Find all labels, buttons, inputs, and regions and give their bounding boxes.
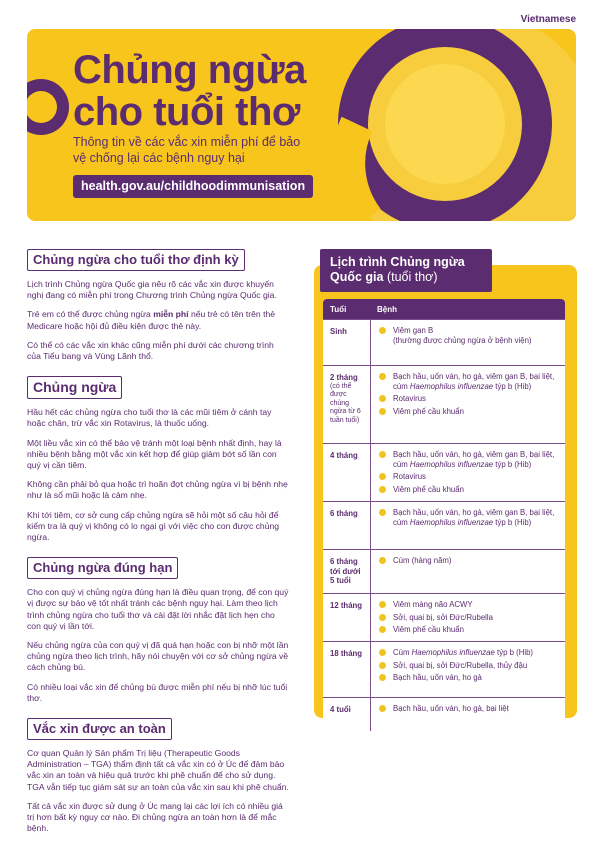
- row-diseases: [371, 642, 565, 697]
- bullet-icon: [379, 705, 386, 712]
- disease-text: Bạch hầu, uốn ván, ho gà: [393, 673, 482, 682]
- section-paragraph: Có nhiều loại vắc xin để chủng bù được miễn phí nếu bị nhỡ lúc tuổi thơ.: [27, 681, 288, 703]
- row-age: [323, 698, 371, 731]
- section-paragraph: Cơ quan Quản lý Sản phẩm Trị liệu (Therapeutic Goods Administration – TGA) thẩm định tất cả vắc xin có ở Úc để đảm bảo vắc xin an toàn và hiệu quả trước khi phê chuẩn để cho sử dụng. TGA vẫn tiếp tục giám sát sự an toàn của vắc xin sau khi phê chuẩn.: [27, 748, 289, 792]
- row-age: [323, 502, 371, 549]
- age-label: 12 tháng: [330, 601, 363, 610]
- section-paragraph: Một liều vắc xin có thể bảo vệ tránh một loại bệnh nhất định, hay là nhiều bệnh bằng một vắc xin kết hợp để giúp giảm bớt số lần con quý vị cần tiêm.: [27, 437, 282, 471]
- column-age: Tuổi: [330, 304, 347, 314]
- disease-item: [379, 372, 559, 391]
- section: [27, 718, 289, 834]
- section-paragraph: Lịch trình Chủng ngừa Quốc gia nêu rõ các vắc xin được khuyến nghị đang có miễn phí trong Chương trình Chủng ngừa Quốc gia.: [27, 279, 277, 301]
- disease-item: [379, 485, 559, 495]
- schedule-table-header: [323, 299, 565, 319]
- section-paragraph: Khi tới tiêm, cơ sở cung cấp chủng ngừa sẽ hỏi một số câu hỏi để kiểm tra là quý vị không có lo ngại gì với việc cho con được chủng ngừa.: [27, 509, 280, 543]
- row-diseases: [371, 444, 565, 501]
- bullet-icon: [379, 486, 386, 493]
- disease-item: [379, 472, 559, 482]
- bullet-icon: [379, 473, 386, 480]
- column-disease: Bệnh: [377, 304, 397, 314]
- bullet-icon: [379, 327, 386, 334]
- disease-item: [379, 450, 559, 469]
- bullet-icon: [379, 408, 386, 415]
- disease-item: [379, 407, 559, 417]
- bullet-icon: [379, 601, 386, 608]
- row-age: [323, 550, 371, 593]
- disease-text: Viêm phế cầu khuẩn: [393, 625, 464, 634]
- age-label: 6 tháng: [330, 509, 358, 518]
- disease-item: [379, 673, 559, 683]
- age-label: Sinh: [330, 327, 347, 336]
- age-label: 4 tháng: [330, 451, 358, 460]
- table-row: [323, 501, 565, 549]
- disease-text: Bạch hầu, uốn ván, ho gà, bại liệt: [393, 704, 509, 713]
- row-age: [323, 642, 371, 697]
- disease-text: Bạch hầu, uốn ván, ho gà, viêm gan B, bại liệt, cúm Haemophilus influenzae týp b (Hib): [393, 508, 555, 527]
- disease-text: Viêm màng não ACWY: [393, 600, 473, 609]
- row-age: [323, 594, 371, 641]
- section-paragraph: Hầu hết các chủng ngừa cho tuổi thơ là các mũi tiêm ở cánh tay hoặc chân, trừ vắc xin Rotavirus, là thuốc uống.: [27, 407, 272, 429]
- bullet-icon: [379, 649, 386, 656]
- disease-text: Viêm phế cầu khuẩn: [393, 484, 464, 494]
- disease-item: [379, 613, 559, 623]
- disease-text: Bạch hầu, uốn ván, ho gà, viêm gan B, bại liệt, cúm Haemophilus influenzae týp b (Hib): [393, 450, 555, 469]
- row-diseases: [371, 502, 565, 549]
- hero-subtitle: Thông tin về các vắc xin miễn phí để bảo vệ chống lại các bệnh nguy hại: [73, 135, 301, 165]
- disease-text: Rotavirus: [393, 472, 426, 481]
- title-line-2: cho tuổi thơ: [73, 90, 300, 134]
- table-row: [323, 549, 565, 593]
- disease-text: Viêm gan B (thường được chủng ngừa ở bệnh viện): [393, 326, 532, 345]
- disease-text: Bạch hầu, uốn ván, ho gà, viêm gan B, bại liệt, cúm Haemophilus influenzae týp b (Hib): [393, 372, 555, 391]
- disease-item: [379, 600, 559, 610]
- section-title: Chủng ngừa đúng hạn: [27, 557, 178, 579]
- section-paragraph: Trẻ em có thể được chủng ngừa miễn phí nếu trẻ có tên trên thẻ Medicare hoặc hội đủ điều kiện được thẻ này.: [27, 309, 276, 331]
- schedule-table: [323, 299, 565, 731]
- disease-text: Cúm (hàng năm): [393, 556, 452, 565]
- section-paragraph: Có thể có các vắc xin khác cũng miễn phí dưới các chương trình của Tiểu bang và Vùng Lãnh thổ.: [27, 339, 274, 362]
- row-age: [323, 444, 371, 501]
- table-row: [323, 319, 565, 365]
- website-link[interactable]: health.gov.au/childhoodimmunisation: [73, 175, 313, 198]
- page-title: [73, 49, 306, 133]
- bullet-icon: [379, 373, 386, 380]
- bullet-icon: [379, 557, 386, 564]
- row-age: [323, 366, 371, 443]
- age-note: (có thể được chủng ngừa từ 6 tuần tuổi): [330, 382, 361, 424]
- row-diseases: [371, 594, 565, 641]
- schedule-title-rest: (tuổi thơ): [383, 270, 438, 284]
- disease-text: Sởi, quai bị, sởi Đức/Rubella, thủy đậu: [393, 660, 528, 670]
- section-title: Chủng ngừa cho tuổi thơ định kỳ: [27, 249, 245, 271]
- row-age: [323, 320, 371, 365]
- section-paragraph: Cho con quý vị chủng ngừa đúng hạn là điều quan trọng, để con quý vị được sự bảo vệ tốt nhất tránh các bệnh nguy hại. Làm theo lịch trình chủng ngừa cho tuổi thơ và cài đặt lời nhắc đặt lịch hẹn cho con quý vị lần tới.: [27, 587, 289, 631]
- disease-text: Cúm Haemophilus influenzae týp b (Hib): [393, 648, 534, 657]
- bullet-icon: [379, 614, 386, 621]
- table-row: [323, 697, 565, 731]
- age-label: 6 tháng tới dưới 5 tuổi: [330, 557, 361, 585]
- hero-banner: [27, 29, 576, 221]
- bullet-icon: [379, 451, 386, 458]
- main-content: [27, 249, 289, 849]
- section: [27, 557, 289, 704]
- disease-item: [379, 394, 559, 404]
- disease-item: [379, 556, 559, 566]
- section-paragraph: Không cần phải bỏ qua hoặc trì hoãn đợt chủng ngừa vì bị bệnh nhẹ như là sổ mũi hoặc là cảm nhẹ.: [27, 479, 288, 501]
- disease-item: [379, 625, 559, 635]
- disease-item: [379, 326, 559, 345]
- section-paragraph: Tất cả vắc xin được sử dụng ở Úc mang lại các lợi ích có nhiều giá trị hơn bất kỳ nguy cơ nào. Đi chủng ngừa an toàn hơn là để mắc bệnh.: [27, 800, 283, 834]
- table-row: [323, 593, 565, 641]
- disease-item: [379, 648, 559, 658]
- section-title: Vắc xin được an toàn: [27, 718, 172, 740]
- table-row: [323, 443, 565, 501]
- section-title: Chủng ngừa: [27, 376, 122, 399]
- bullet-icon: [379, 395, 386, 402]
- language-label: Vietnamese: [520, 14, 576, 25]
- bullet-icon: [379, 674, 386, 681]
- disease-item: [379, 704, 559, 714]
- section-paragraph: Nếu chủng ngừa của con quý vị đã quá hạn hoặc con bị nhỡ một lần chủng ngừa theo lịch trình, hãy nói chuyện với cơ sở chủng ngừa về cách chủng bù.: [27, 640, 289, 673]
- row-diseases: [371, 698, 565, 731]
- table-row: [323, 641, 565, 697]
- schedule-title: [320, 249, 492, 292]
- disease-text: Rotavirus: [393, 394, 426, 403]
- disease-text: Sởi, quai bị, sởi Đức/Rubella: [393, 612, 493, 622]
- row-diseases: [371, 366, 565, 443]
- section: [27, 249, 289, 362]
- section: [27, 376, 289, 543]
- table-row: [323, 365, 565, 443]
- schedule-title-bold: Lịch trình Chủng ngừa Quốc gia: [330, 255, 465, 284]
- row-diseases: [371, 550, 565, 593]
- row-diseases: [371, 320, 565, 365]
- bullet-icon: [379, 662, 386, 669]
- age-label: 4 tuổi: [330, 705, 351, 714]
- disease-item: [379, 661, 559, 671]
- bullet-icon: [379, 509, 386, 516]
- title-line-1: Chủng ngừa: [73, 48, 306, 92]
- disease-item: [379, 508, 559, 527]
- bullet-icon: [379, 626, 386, 633]
- age-label: 18 tháng: [330, 649, 363, 658]
- age-label: 2 tháng: [330, 373, 358, 382]
- disease-text: Viêm phế cầu khuẩn: [393, 406, 464, 416]
